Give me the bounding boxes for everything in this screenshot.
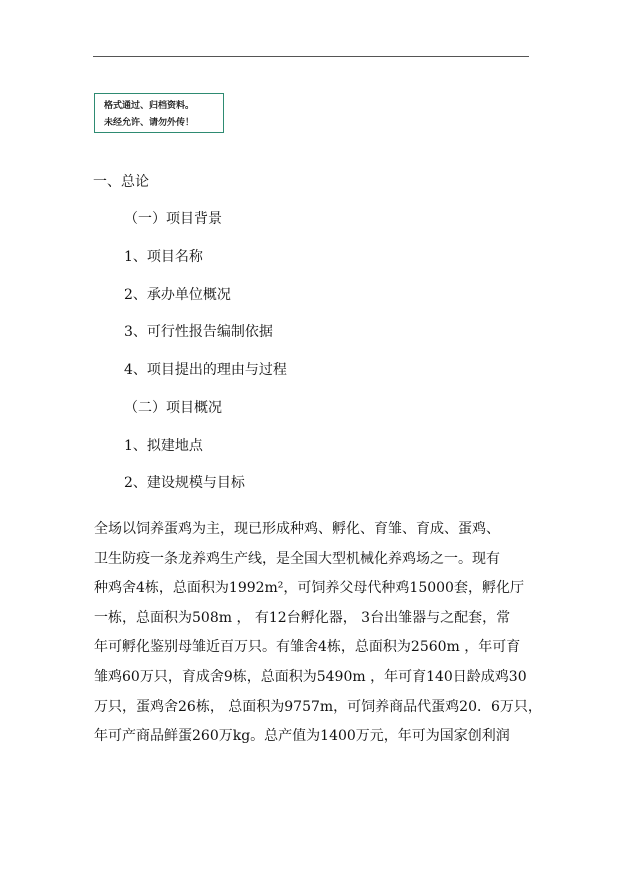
outline-item: （二）项目概况 bbox=[124, 400, 222, 416]
paragraph-line: 一栋，总面积为508m ， 有12台孵化器， 3台出雏器与之配套，常 bbox=[94, 609, 511, 626]
outline-item: 2、承办单位概况 bbox=[124, 287, 231, 303]
outline-item: 4、项目提出的理由与过程 bbox=[124, 362, 287, 378]
paragraph-line: 万只，蛋鸡舍26栋， 总面积为9757m，可饲养商品代蛋鸡20．6万只， bbox=[94, 698, 542, 715]
paragraph-line: 年可孵化鉴别母雏近百万只。有雏舍4栋，总面积为2560m ，年可育 bbox=[94, 639, 521, 656]
outline-item: 3、可行性报告编制依据 bbox=[124, 324, 273, 340]
notice-stamp bbox=[94, 93, 224, 133]
outline-item: 1、拟建地点 bbox=[124, 438, 203, 454]
notice-line: 未经允许、请勿外传！ bbox=[104, 118, 195, 128]
header-rule bbox=[93, 56, 529, 57]
paragraph-line: 种鸡舍4栋，总面积为1992m²，可饲养父母代种鸡15000套，孵化厅 bbox=[94, 580, 524, 597]
section-heading: 一、总论 bbox=[93, 174, 149, 190]
body-paragraph bbox=[94, 515, 542, 752]
paragraph-line: 年可产商品鲜蛋260万kg。总产值为1400万元，年可为国家创利润 bbox=[94, 728, 510, 745]
outline-item: 2、建设规模与目标 bbox=[124, 475, 245, 491]
outline-item: （一）项目背景 bbox=[124, 211, 222, 227]
paragraph-line: 卫生防疫一条龙养鸡生产线，是全国大型机械化养鸡场之一。现有 bbox=[94, 550, 500, 567]
paragraph-line: 全场以饲养蛋鸡为主，现已形成种鸡、孵化、育雏、育成、蛋鸡、 bbox=[94, 521, 500, 537]
paragraph-line: 雏鸡60万只，育成舍9栋，总面积为5490m ，年可育140日龄成鸡30 bbox=[94, 668, 527, 685]
notice-line: 格式通过、归档资料。 bbox=[104, 101, 195, 111]
outline-item: 1、项目名称 bbox=[124, 249, 203, 265]
